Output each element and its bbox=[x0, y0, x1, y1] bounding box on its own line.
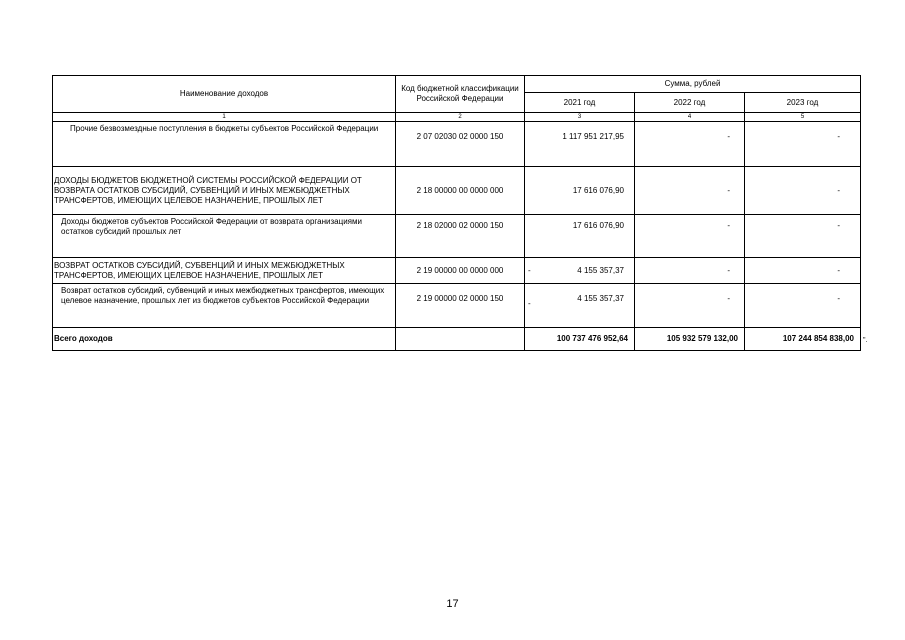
income-name: Доходы бюджетов субъектов Российской Федерации от возврата организациями остатков субсидий прошлых лет bbox=[53, 215, 396, 258]
amount-2022: - bbox=[635, 215, 745, 258]
income-table bbox=[52, 75, 861, 351]
total-2022: 105 932 579 132,00 bbox=[635, 328, 745, 351]
income-name: Возврат остатков субсидий, субвенций и иных межбюджетных трансфертов, имеющих целевое назначение, прошлых лет из бюджетов субъектов Российской Федерации bbox=[53, 284, 396, 328]
amount-2023: - bbox=[745, 122, 861, 167]
total-label: Всего доходов bbox=[53, 328, 396, 351]
table-row bbox=[53, 258, 861, 284]
header-year-2021: 2021 год bbox=[525, 93, 635, 113]
table-row bbox=[53, 215, 861, 258]
header-year-2023: 2023 год bbox=[745, 93, 861, 113]
income-name: ВОЗВРАТ ОСТАТКОВ СУБСИДИЙ, СУБВЕНЦИЙ И ИНЫХ МЕЖБЮДЖЕТНЫХ ТРАНСФЕРТОВ, ИМЕЮЩИХ ЦЕЛЕВОЕ НАЗНАЧЕНИЕ, ПРОШЛЫХ ЛЕТ bbox=[53, 258, 396, 284]
header-sum: Сумма, рублей bbox=[525, 76, 861, 93]
table-row bbox=[53, 284, 861, 328]
column-number: 3 bbox=[525, 113, 635, 122]
page-number: 17 bbox=[446, 598, 459, 610]
amount-2023: - bbox=[745, 167, 861, 215]
column-number: 2 bbox=[396, 113, 525, 122]
total-2023: 107 244 854 838,00 bbox=[745, 328, 861, 351]
column-number: 1 bbox=[53, 113, 396, 122]
closing-quote-mark: ". bbox=[863, 337, 868, 344]
amount-2022: - bbox=[635, 167, 745, 215]
budget-code: 2 07 02030 02 0000 150 bbox=[396, 122, 525, 167]
budget-code: 2 19 00000 02 0000 150 bbox=[396, 284, 525, 328]
budget-code: 2 19 00000 00 0000 000 bbox=[396, 258, 525, 284]
total-2021: 100 737 476 952,64 bbox=[525, 328, 635, 351]
minus-sign: - bbox=[528, 265, 531, 275]
amount-2021: 17 616 076,90 bbox=[525, 215, 635, 258]
amount-2023: - bbox=[745, 258, 861, 284]
income-name: Прочие безвозмездные поступления в бюджеты субъектов Российской Федерации bbox=[53, 122, 396, 167]
table-row bbox=[53, 122, 861, 167]
header-income-name: Наименование доходов bbox=[53, 76, 396, 113]
income-name: ДОХОДЫ БЮДЖЕТОВ БЮДЖЕТНОЙ СИСТЕМЫ РОССИЙСКОЙ ФЕДЕРАЦИИ ОТ ВОЗВРАТА ОСТАТКОВ СУБСИДИЙ, СУБВЕНЦИЙ И ИНЫХ МЕЖБЮДЖЕТНЫХ ТРАНСФЕРТОВ, ИМЕЮЩИХ ЦЕЛЕВОЕ НАЗНАЧЕНИЕ, ПРОШЛЫХ ЛЕТ bbox=[53, 167, 396, 215]
amount-2021: 1 117 951 217,95 bbox=[525, 122, 635, 167]
total-row bbox=[53, 328, 861, 351]
header-budget-code: Код бюджетной классификации Российской Федерации bbox=[396, 76, 525, 113]
column-number: 5 bbox=[745, 113, 861, 122]
header-year-2022: 2022 год bbox=[635, 93, 745, 113]
amount-2022: - bbox=[635, 284, 745, 328]
amount-2021: 4 155 357,37 bbox=[577, 294, 624, 303]
minus-sign: - bbox=[528, 299, 531, 308]
amount-2023: - bbox=[745, 215, 861, 258]
amount-2021-cell bbox=[525, 258, 635, 284]
budget-code: 2 18 00000 00 0000 000 bbox=[396, 167, 525, 215]
amount-2021: 4 155 357,37 bbox=[577, 265, 624, 275]
table-row bbox=[53, 167, 861, 215]
column-number: 4 bbox=[635, 113, 745, 122]
budget-code: 2 18 02000 02 0000 150 bbox=[396, 215, 525, 258]
total-code-empty bbox=[396, 328, 525, 351]
amount-2022: - bbox=[635, 258, 745, 284]
amount-2021-cell bbox=[525, 284, 635, 328]
amount-2021: 17 616 076,90 bbox=[525, 167, 635, 215]
amount-2023: - bbox=[745, 284, 861, 328]
amount-2022: - bbox=[635, 122, 745, 167]
